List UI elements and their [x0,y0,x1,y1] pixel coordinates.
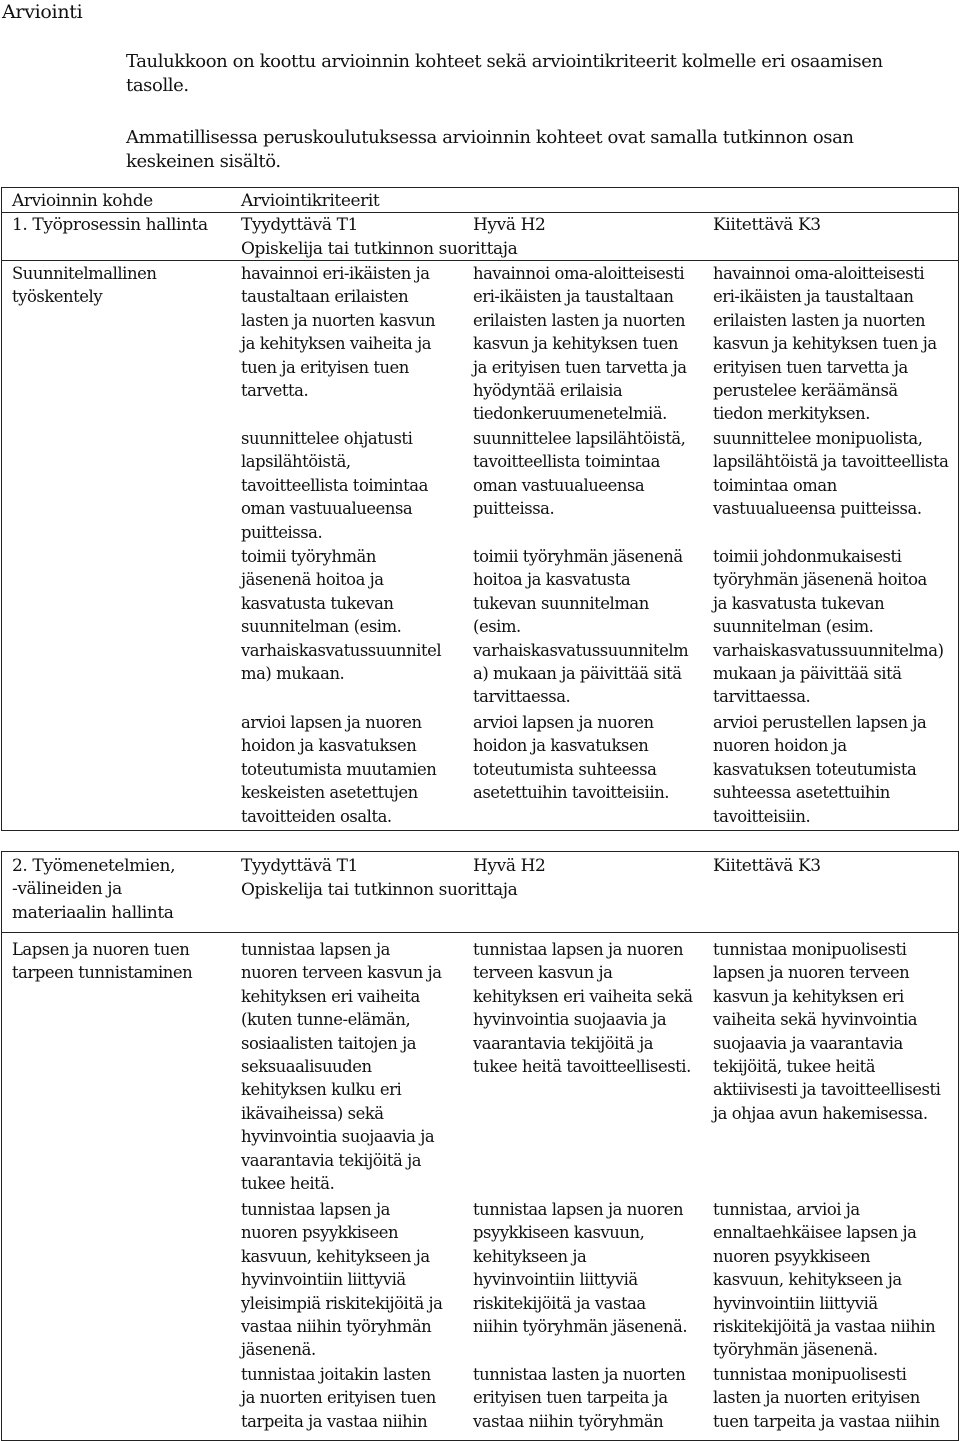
criteria-cell: havainnoi eri-ikäisten ja taustaltaan erilaisten lasten ja nuorten kasvun ja kehityksen vaiheita ja tuen ja erityisen tuen tarvetta. [241,264,436,401]
criteria-cell: toimii työryhmän jäsenenä hoitoa ja kasvatusta tukevan suunnitelman (esim. varhaiskasvatussuunnitel ma) mukaan. [241,547,442,684]
criteria-cell: arvioi perustellen lapsen ja nuoren hoidon ja kasvatuksen toteutumista suhteessa asetettuihin tavoitteisiin. [713,713,927,826]
criteria-cell: tunnistaa monipuolisesti lapsen ja nuoren terveen kasvun ja kehityksen eri vaiheita sekä hyvinvointia suojaavia ja vaarantavia tekijöitä, tukee heitä aktiivisesti ja tavoitteellisesti ja ohjaa avun hakemisessa. [713,940,941,1123]
level-label-t1: Tyydyttävä T1 [241,856,358,876]
performer-label: Opiskelija tai tutkinnon suorittaja [241,239,518,259]
criteria-cell: havainnoi oma-aloitteisesti eri-ikäisten ja taustaltaan erilaisten lasten ja nuorten kasvun ja kehityksen tuen ja erityisen tuen tarvetta ja hyödyntää erilaisia tiedonkeruumenetelmiä. [473,264,687,424]
row-divider [2,260,958,261]
level-label-h2: Hyvä H2 [473,215,546,235]
level-label-k3: Kiitettävä K3 [713,215,821,235]
criteria-cell: havainnoi oma-aloitteisesti eri-ikäisten ja taustaltaan erilaisten lasten ja nuorten kasvun ja kehityksen tuen ja erityisen tuen tarvetta ja perustelee keräämänsä tiedon merkityksen. [713,264,937,424]
criteria-cell: toimii työryhmän jäsenenä hoitoa ja kasvatusta tukevan suunnitelman (esim. varhaiskasvatussuunnitelm a) mukaan ja päivittää sitä tarvittaessa. [473,547,689,707]
criteria-cell: arvioi lapsen ja nuoren hoidon ja kasvatuksen toteutumista muutamien keskeisten asetettujen tavoitteiden osalta. [241,713,437,826]
criteria-cell: arvioi lapsen ja nuoren hoidon ja kasvatuksen toteutumista suhteessa asetettuihin tavoitteisiin. [473,713,670,803]
intro-paragraph: Taulukkoon on koottu arvioinnin kohteet sekä arviointikriteerit kolmelle eri osaamisen tasolle. [126,51,883,96]
criteria-cell: tunnistaa monipuolisesti lasten ja nuorten erityisen tuen tarpeita ja vastaa niihin [713,1365,940,1431]
criteria-cell: suunnittelee monipuolista, lapsilähtöistä ja tavoitteellista toimintaa oman vastuualueensa puitteissa. [713,429,949,519]
level-label-k3: Kiitettävä K3 [713,856,821,876]
row-divider [2,212,958,213]
section-title: 2. Työmenetelmien, -välineiden ja materiaalin hallinta [12,856,176,923]
level-label-t1: Tyydyttävä T1 [241,215,358,235]
topic-label: Suunnitelmallinen työskentely [12,264,157,307]
criteria-cell: tunnistaa lapsen ja nuoren terveen kasvun ja kehityksen eri vaiheita sekä hyvinvointia suojaavia ja vaarantavia tekijöitä ja tukee heitä tavoitteellisesti. [473,940,693,1077]
criteria-cell: tunnistaa lapsen ja nuoren psyykkiseen kasvuun, kehitykseen ja hyvinvointiin liittyviä riskitekijöitä ja vastaa niihin työryhmän jäsenenä. [473,1200,688,1337]
criteria-cell: tunnistaa lapsen ja nuoren terveen kasvun ja kehityksen eri vaiheita (kuten tunne-elämän, sosiaalisten taitojen ja seksuaalisuuden kehityksen kulku eri ikävaiheissa) sekä hyvinvointia suojaavia ja vaarantavia tekijöitä ja tukee heitä. [241,940,442,1194]
criteria-cell: tunnistaa joitakin lasten ja nuorten erityisen tuen tarpeita ja vastaa niihin [241,1365,436,1431]
criteria-table-1 [1,187,959,831]
header-assessment-criteria: Arviointikriteerit [241,191,380,211]
header-assessment-target: Arvioinnin kohde [12,191,153,211]
criteria-cell: tunnistaa, arvioi ja ennaltaehkäisee lapsen ja nuoren psyykkiseen kasvuun, kehitykseen ja hyvinvointiin liittyviä riskitekijöitä ja vastaa niihin työryhmän jäsenenä. [713,1200,936,1360]
level-label-h2: Hyvä H2 [473,856,546,876]
intro-paragraph: Ammatillisessa peruskoulutuksessa arvioinnin kohteet ovat samalla tutkinnon osan keskeinen sisältö. [126,127,854,172]
performer-label: Opiskelija tai tutkinnon suorittaja [241,880,518,900]
criteria-cell: tunnistaa lapsen ja nuoren psyykkiseen kasvuun, kehitykseen ja hyvinvointiin liittyviä yleisimpiä riskitekijöitä ja vastaa niihin työryhmän jäsenenä. [241,1200,443,1360]
section-title: 1. Työprosessin hallinta [12,215,208,235]
page-title: Arviointi [2,1,83,23]
topic-label: Lapsen ja nuoren tuen tarpeen tunnistaminen [12,940,193,983]
criteria-cell: suunnittelee lapsilähtöistä, tavoitteellista toimintaa oman vastuualueensa puitteissa. [473,429,686,519]
criteria-table-2 [1,851,959,1441]
criteria-cell: tunnistaa lasten ja nuorten erityisen tuen tarpeita ja vastaa niihin työryhmän [473,1365,686,1431]
row-divider [2,932,958,933]
criteria-cell: toimii johdonmukaisesti työryhmän jäsenenä hoitoa ja kasvatusta tukevan suunnitelman (esim. varhaiskasvatussuunnitelma) mukaan ja päivittää sitä tarvittaessa. [713,547,944,707]
criteria-cell: suunnittelee ohjatusti lapsilähtöistä, tavoitteellista toimintaa oman vastuualueensa puitteissa. [241,429,428,542]
